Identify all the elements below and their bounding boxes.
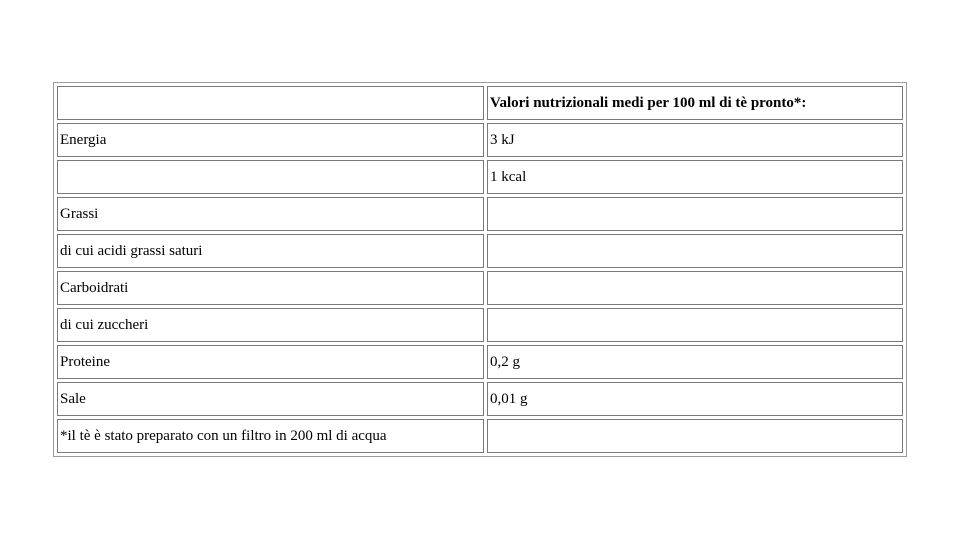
table-row [57, 123, 903, 157]
table-row [57, 197, 903, 231]
footnote-cell: *il tè è stato preparato con un filtro in 200 ml di acqua [57, 419, 484, 453]
row-value-cell: 0,01 g [487, 382, 903, 416]
row-value-cell: 1 kcal [487, 160, 903, 194]
table-row [57, 345, 903, 379]
header-label-cell [57, 86, 484, 120]
row-label-cell: Proteine [57, 345, 484, 379]
row-label-cell: Carboidrati [57, 271, 484, 305]
row-value-cell [487, 419, 903, 453]
row-label-cell: di cui acidi grassi saturi [57, 234, 484, 268]
header-value-cell: Valori nutrizionali medi per 100 ml di tè pronto*: [487, 86, 903, 120]
row-value-cell [487, 197, 903, 231]
row-label-cell: Grassi [57, 197, 484, 231]
table-row [57, 271, 903, 305]
nutrition-table [53, 82, 907, 457]
row-label-cell: di cui zuccheri [57, 308, 484, 342]
row-label-cell: Energia [57, 123, 484, 157]
row-value-cell [487, 234, 903, 268]
row-label-cell: Sale [57, 382, 484, 416]
row-value-cell [487, 271, 903, 305]
table-row [57, 382, 903, 416]
table-row [57, 419, 903, 453]
row-value-cell [487, 308, 903, 342]
table-row [57, 160, 903, 194]
row-value-cell: 0,2 g [487, 345, 903, 379]
table-row [57, 234, 903, 268]
row-label-cell [57, 160, 484, 194]
table-header-row [57, 86, 903, 120]
row-value-cell: 3 kJ [487, 123, 903, 157]
table-row [57, 308, 903, 342]
